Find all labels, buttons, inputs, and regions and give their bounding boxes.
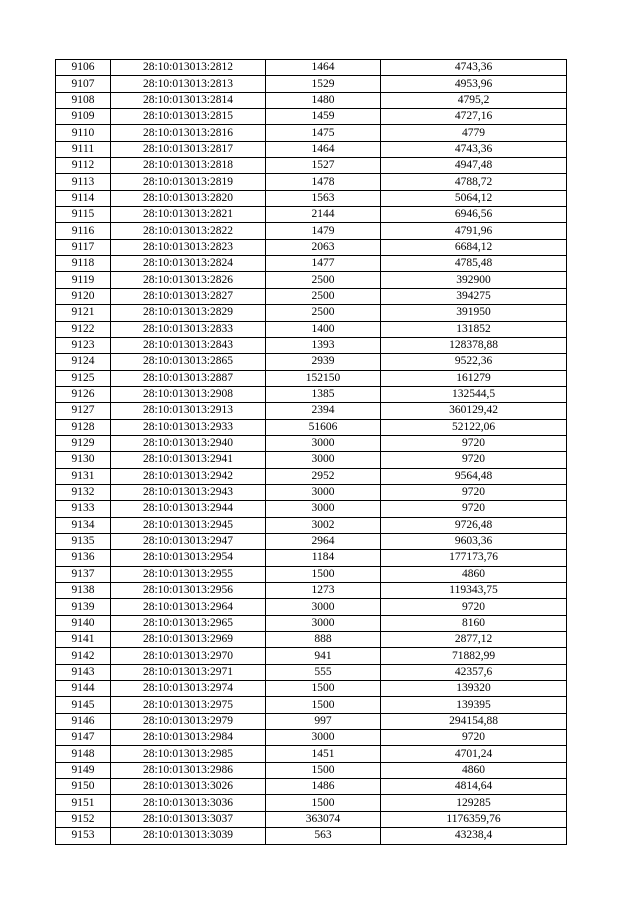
cadastral-number-cell: 28:10:013013:2942 [111,468,266,484]
row-number-cell: 9121 [56,305,111,321]
value-cell: 394275 [381,288,567,304]
cadastral-number-cell: 28:10:013013:2822 [111,223,266,239]
value-cell: 2877,12 [381,632,567,648]
cadastral-number-cell: 28:10:013013:2933 [111,419,266,435]
area-cell: 1451 [266,746,381,762]
table-row [56,256,567,272]
value-cell: 139395 [381,697,567,713]
value-cell: 4791,96 [381,223,567,239]
area-cell: 1273 [266,583,381,599]
row-number-cell: 9112 [56,158,111,174]
area-cell: 2939 [266,354,381,370]
area-cell: 2144 [266,207,381,223]
area-cell: 1500 [266,681,381,697]
cadastral-number-cell: 28:10:013013:2823 [111,239,266,255]
table-row [56,288,567,304]
area-cell: 1563 [266,190,381,206]
area-cell: 997 [266,713,381,729]
value-cell: 71882,99 [381,648,567,664]
value-cell: 4785,48 [381,256,567,272]
value-cell: 1176359,76 [381,811,567,827]
table-row [56,779,567,795]
table-row [56,550,567,566]
cadastral-number-cell: 28:10:013013:2954 [111,550,266,566]
row-number-cell: 9109 [56,109,111,125]
table-row [56,141,567,157]
table-row [56,746,567,762]
value-cell: 139320 [381,681,567,697]
row-number-cell: 9130 [56,452,111,468]
table-body [56,60,567,845]
cadastral-number-cell: 28:10:013013:2940 [111,435,266,451]
cadastral-number-cell: 28:10:013013:2827 [111,288,266,304]
row-number-cell: 9129 [56,435,111,451]
value-cell: 294154,88 [381,713,567,729]
value-cell: 9522,36 [381,354,567,370]
row-number-cell: 9131 [56,468,111,484]
area-cell: 1184 [266,550,381,566]
value-cell: 52122,06 [381,419,567,435]
value-cell: 9603,36 [381,533,567,549]
table-row [56,632,567,648]
value-cell: 43238,4 [381,828,567,844]
row-number-cell: 9132 [56,484,111,500]
cadastral-number-cell: 28:10:013013:2984 [111,730,266,746]
table-row [56,517,567,533]
cadastral-number-cell: 28:10:013013:2814 [111,92,266,108]
area-cell: 3000 [266,484,381,500]
value-cell: 360129,42 [381,403,567,419]
value-cell: 161279 [381,370,567,386]
cadastral-number-cell: 28:10:013013:2824 [111,256,266,272]
cadastral-number-cell: 28:10:013013:2818 [111,158,266,174]
cadastral-number-cell: 28:10:013013:3026 [111,779,266,795]
cadastral-number-cell: 28:10:013013:2843 [111,337,266,353]
table-row [56,109,567,125]
value-cell: 4953,96 [381,76,567,92]
value-cell: 9726,48 [381,517,567,533]
area-cell: 1500 [266,795,381,811]
table-row [56,435,567,451]
area-cell: 152150 [266,370,381,386]
value-cell: 132544,5 [381,386,567,402]
cadastral-number-cell: 28:10:013013:2815 [111,109,266,125]
value-cell: 128378,88 [381,337,567,353]
row-number-cell: 9146 [56,713,111,729]
area-cell: 555 [266,664,381,680]
row-number-cell: 9140 [56,615,111,631]
area-cell: 1477 [266,256,381,272]
table-row [56,239,567,255]
value-cell: 4743,36 [381,141,567,157]
cadastral-number-cell: 28:10:013013:3036 [111,795,266,811]
cadastral-number-cell: 28:10:013013:2985 [111,746,266,762]
cadastral-number-cell: 28:10:013013:2974 [111,681,266,697]
table-row [56,207,567,223]
cadastral-number-cell: 28:10:013013:2969 [111,632,266,648]
table-row [56,272,567,288]
cadastral-number-cell: 28:10:013013:2887 [111,370,266,386]
row-number-cell: 9124 [56,354,111,370]
table-row [56,566,567,582]
value-cell: 9720 [381,484,567,500]
area-cell: 363074 [266,811,381,827]
table-row [56,92,567,108]
value-cell: 8160 [381,615,567,631]
cadastral-number-cell: 28:10:013013:2943 [111,484,266,500]
data-table [55,59,567,845]
row-number-cell: 9151 [56,795,111,811]
table-row [56,697,567,713]
cadastral-number-cell: 28:10:013013:2820 [111,190,266,206]
table-row [56,60,567,76]
row-number-cell: 9142 [56,648,111,664]
cadastral-number-cell: 28:10:013013:2955 [111,566,266,582]
value-cell: 4860 [381,762,567,778]
cadastral-number-cell: 28:10:013013:2964 [111,599,266,615]
area-cell: 1464 [266,141,381,157]
area-cell: 2500 [266,272,381,288]
value-cell: 9720 [381,501,567,517]
table-row [56,305,567,321]
cadastral-number-cell: 28:10:013013:2979 [111,713,266,729]
value-cell: 6684,12 [381,239,567,255]
cadastral-number-cell: 28:10:013013:2986 [111,762,266,778]
cadastral-number-cell: 28:10:013013:2947 [111,533,266,549]
row-number-cell: 9145 [56,697,111,713]
cadastral-number-cell: 28:10:013013:2913 [111,403,266,419]
cadastral-number-cell: 28:10:013013:2816 [111,125,266,141]
area-cell: 1400 [266,321,381,337]
table-row [56,190,567,206]
table-row [56,386,567,402]
area-cell: 2952 [266,468,381,484]
value-cell: 4788,72 [381,174,567,190]
value-cell: 9720 [381,435,567,451]
cadastral-number-cell: 28:10:013013:2945 [111,517,266,533]
area-cell: 1527 [266,158,381,174]
value-cell: 4701,24 [381,746,567,762]
table-row [56,501,567,517]
area-cell: 3000 [266,615,381,631]
row-number-cell: 9133 [56,501,111,517]
row-number-cell: 9123 [56,337,111,353]
row-number-cell: 9152 [56,811,111,827]
cadastral-number-cell: 28:10:013013:2965 [111,615,266,631]
area-cell: 1500 [266,762,381,778]
area-cell: 1480 [266,92,381,108]
area-cell: 2500 [266,305,381,321]
value-cell: 119343,75 [381,583,567,599]
cadastral-number-cell: 28:10:013013:2975 [111,697,266,713]
value-cell: 42357,6 [381,664,567,680]
row-number-cell: 9111 [56,141,111,157]
area-cell: 3000 [266,435,381,451]
row-number-cell: 9120 [56,288,111,304]
area-cell: 2063 [266,239,381,255]
row-number-cell: 9138 [56,583,111,599]
cadastral-number-cell: 28:10:013013:2819 [111,174,266,190]
area-cell: 3000 [266,730,381,746]
value-cell: 392900 [381,272,567,288]
table-row [56,762,567,778]
table-row [56,713,567,729]
cadastral-number-cell: 28:10:013013:2970 [111,648,266,664]
row-number-cell: 9139 [56,599,111,615]
area-cell: 1478 [266,174,381,190]
table-row [56,321,567,337]
value-cell: 4727,16 [381,109,567,125]
area-cell: 1464 [266,60,381,76]
value-cell: 9720 [381,599,567,615]
cadastral-number-cell: 28:10:013013:2812 [111,60,266,76]
cadastral-number-cell: 28:10:013013:3037 [111,811,266,827]
table-row [56,125,567,141]
table-row [56,158,567,174]
value-cell: 4743,36 [381,60,567,76]
row-number-cell: 9114 [56,190,111,206]
row-number-cell: 9126 [56,386,111,402]
row-number-cell: 9137 [56,566,111,582]
area-cell: 1529 [266,76,381,92]
area-cell: 941 [266,648,381,664]
row-number-cell: 9141 [56,632,111,648]
area-cell: 1500 [266,566,381,582]
value-cell: 9564,48 [381,468,567,484]
value-cell: 4860 [381,566,567,582]
row-number-cell: 9107 [56,76,111,92]
value-cell: 5064,12 [381,190,567,206]
cadastral-number-cell: 28:10:013013:2817 [111,141,266,157]
area-cell: 1393 [266,337,381,353]
row-number-cell: 9147 [56,730,111,746]
row-number-cell: 9135 [56,533,111,549]
area-cell: 3000 [266,452,381,468]
table-row [56,583,567,599]
row-number-cell: 9134 [56,517,111,533]
value-cell: 129285 [381,795,567,811]
row-number-cell: 9125 [56,370,111,386]
cadastral-number-cell: 28:10:013013:2944 [111,501,266,517]
table-row [56,468,567,484]
row-number-cell: 9127 [56,403,111,419]
table-row [56,223,567,239]
table-row [56,681,567,697]
table-row [56,337,567,353]
table-row [56,664,567,680]
area-cell: 1500 [266,697,381,713]
cadastral-number-cell: 28:10:013013:2813 [111,76,266,92]
value-cell: 391950 [381,305,567,321]
cadastral-number-cell: 28:10:013013:2971 [111,664,266,680]
cadastral-number-cell: 28:10:013013:3039 [111,828,266,844]
table-row [56,795,567,811]
area-cell: 1486 [266,779,381,795]
value-cell: 9720 [381,730,567,746]
area-cell: 888 [266,632,381,648]
cadastral-number-cell: 28:10:013013:2956 [111,583,266,599]
row-number-cell: 9122 [56,321,111,337]
table-row [56,533,567,549]
row-number-cell: 9117 [56,239,111,255]
value-cell: 9720 [381,452,567,468]
row-number-cell: 9115 [56,207,111,223]
area-cell: 2964 [266,533,381,549]
value-cell: 4795,2 [381,92,567,108]
table-row [56,599,567,615]
row-number-cell: 9108 [56,92,111,108]
area-cell: 563 [266,828,381,844]
table-row [56,452,567,468]
area-cell: 1385 [266,386,381,402]
row-number-cell: 9116 [56,223,111,239]
area-cell: 3000 [266,501,381,517]
table-row [56,174,567,190]
row-number-cell: 9106 [56,60,111,76]
table-row [56,615,567,631]
value-cell: 4779 [381,125,567,141]
value-cell: 4947,48 [381,158,567,174]
table-row [56,354,567,370]
cadastral-number-cell: 28:10:013013:2826 [111,272,266,288]
area-cell: 3002 [266,517,381,533]
table-row [56,828,567,844]
table-row [56,370,567,386]
row-number-cell: 9110 [56,125,111,141]
table-row [56,76,567,92]
value-cell: 6946,56 [381,207,567,223]
area-cell: 1475 [266,125,381,141]
row-number-cell: 9153 [56,828,111,844]
row-number-cell: 9128 [56,419,111,435]
value-cell: 177173,76 [381,550,567,566]
area-cell: 3000 [266,599,381,615]
cadastral-number-cell: 28:10:013013:2829 [111,305,266,321]
row-number-cell: 9144 [56,681,111,697]
cadastral-number-cell: 28:10:013013:2821 [111,207,266,223]
cadastral-number-cell: 28:10:013013:2908 [111,386,266,402]
value-cell: 131852 [381,321,567,337]
table-row [56,403,567,419]
table-row [56,730,567,746]
area-cell: 1479 [266,223,381,239]
row-number-cell: 9150 [56,779,111,795]
value-cell: 4814,64 [381,779,567,795]
cadastral-number-cell: 28:10:013013:2833 [111,321,266,337]
row-number-cell: 9119 [56,272,111,288]
area-cell: 2394 [266,403,381,419]
table-row [56,648,567,664]
row-number-cell: 9113 [56,174,111,190]
row-number-cell: 9136 [56,550,111,566]
area-cell: 2500 [266,288,381,304]
row-number-cell: 9118 [56,256,111,272]
area-cell: 1459 [266,109,381,125]
cadastral-number-cell: 28:10:013013:2865 [111,354,266,370]
cadastral-number-cell: 28:10:013013:2941 [111,452,266,468]
row-number-cell: 9149 [56,762,111,778]
row-number-cell: 9143 [56,664,111,680]
table-row [56,811,567,827]
table-row [56,484,567,500]
area-cell: 51606 [266,419,381,435]
table-row [56,419,567,435]
row-number-cell: 9148 [56,746,111,762]
